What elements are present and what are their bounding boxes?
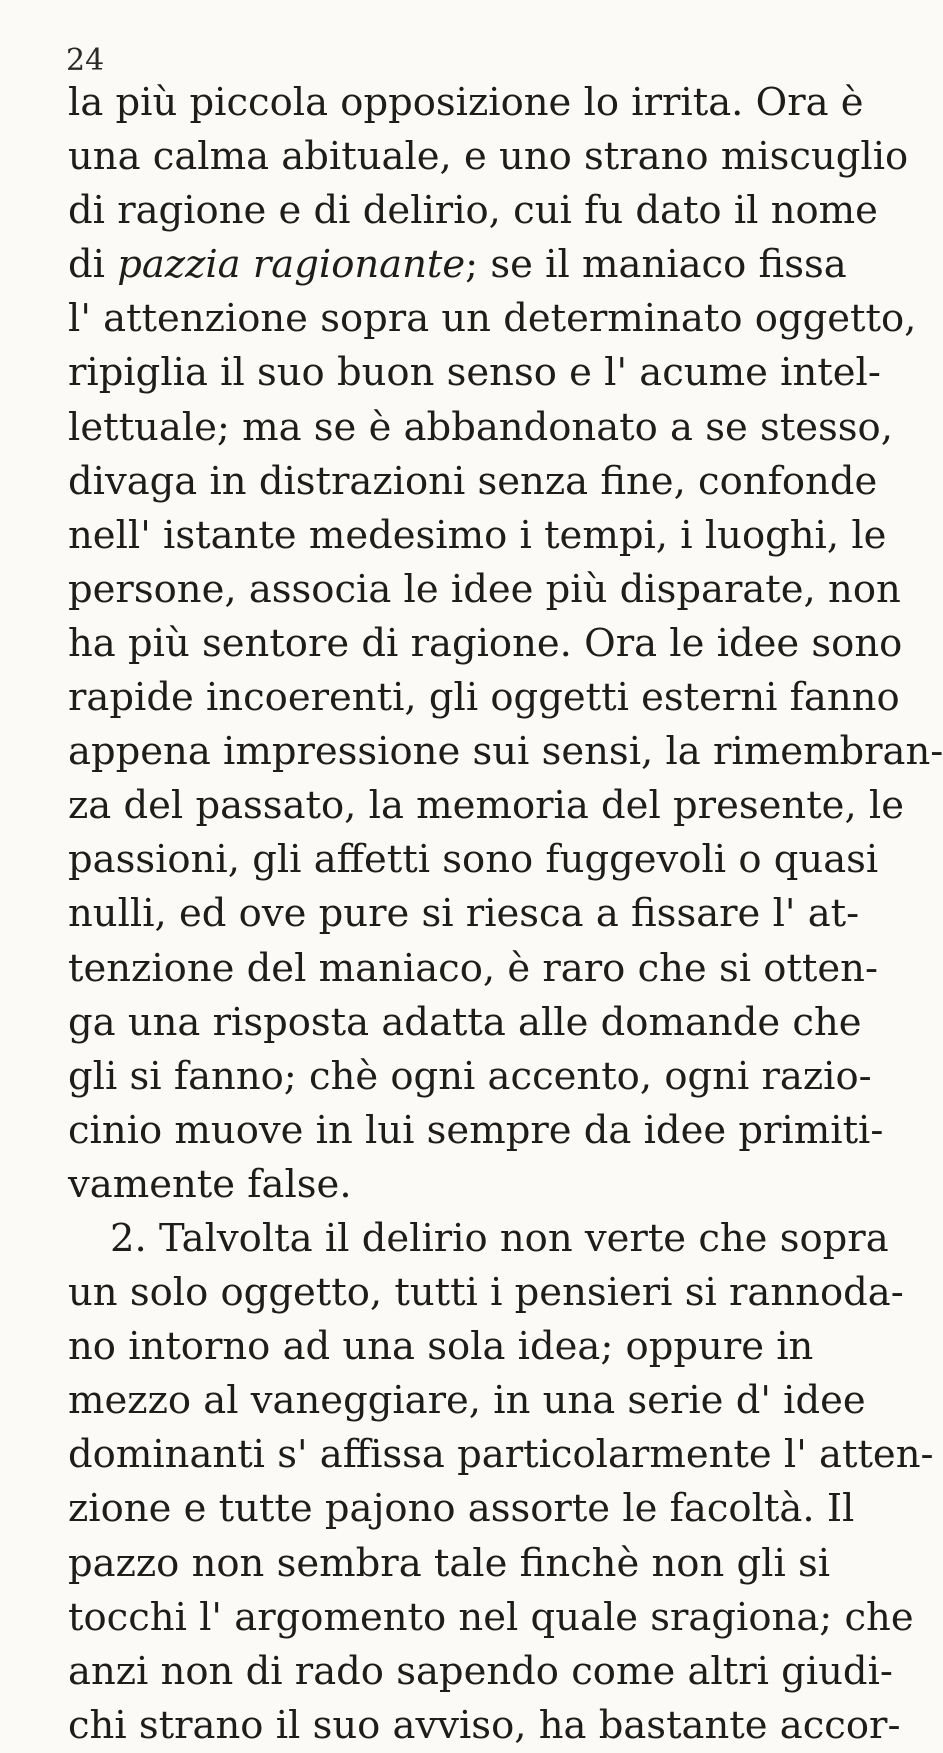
text-line-10: persone, associa le idee più disparate, non — [68, 566, 901, 612]
text-line-24: no intorno ad una sola idea; oppure in — [68, 1324, 814, 1370]
text-line-19: gli si fanno; chè ogni accento, ogni razio- — [68, 1053, 872, 1099]
text-line-5: l' attenzione sopra un determinato oggetto, — [68, 296, 917, 342]
text-line-31: chi strano il suo avviso, ha bastante accor- — [68, 1702, 901, 1748]
text-line-20: cinio muove in lui sempre da idee primiti- — [68, 1107, 884, 1153]
text-line-15: passioni, gli affetti sono fuggevoli o quasi — [68, 837, 879, 883]
text-line-8: divaga in distrazioni senza fine, confonde — [68, 458, 878, 504]
text-line-17: tenzione del maniaco, è raro che si otten- — [68, 945, 878, 991]
text-line-4 — [68, 238, 847, 292]
text-line-14: za del passato, la memoria del presente, le — [68, 783, 905, 829]
text-line-12: rapide incoerenti, gli oggetti esterni fanno — [68, 675, 900, 721]
text-line-6: ripiglia il suo buon senso e l' acume intel- — [68, 350, 881, 396]
text-line-3: di ragione e di delirio, cui fu dato il nome — [68, 188, 878, 234]
page-number: 24 — [66, 43, 105, 78]
text-line-7: lettuale; ma se è abbandonato a se stesso, — [68, 404, 893, 450]
text-line-27: zione e tutte pajono assorte le facoltà. Il — [68, 1486, 855, 1532]
text-line-23: un solo oggetto, tutti i pensieri si rannoda- — [68, 1270, 904, 1316]
text-line-16: nulli, ed ove pure si riesca a fissare l' at- — [68, 891, 860, 937]
text-line-9: nell' istante medesimo i tempi, i luoghi, le — [68, 512, 887, 558]
text-line-1: la più piccola opposizione lo irrita. Ora è — [68, 80, 864, 125]
text-line-11: ha più sentore di ragione. Ora le idee sono — [68, 620, 903, 666]
body-text — [68, 76, 943, 1753]
text-line-4-end: ; se il maniaco fissa — [465, 242, 847, 288]
text-line-21: vamente false. — [68, 1161, 352, 1207]
text-line-18: ga una risposta adatta alle domande che — [68, 999, 862, 1045]
text-line-22: 2. Talvolta il delirio non verte che sopra — [110, 1215, 889, 1261]
text-line-29: tocchi l' argomento nel quale sragiona; che — [68, 1594, 914, 1640]
text-line-2: una calma abituale, e uno strano miscuglio — [68, 134, 909, 180]
italic-term: pazzia ragionante — [117, 242, 466, 288]
text-line-26: dominanti s' affissa particolarmente l' atten- — [68, 1432, 934, 1478]
text-line-25: mezzo al vaneggiare, in una serie d' idee — [68, 1378, 866, 1424]
text-line-28: pazzo non sembra tale finchè non gli si — [68, 1540, 831, 1586]
text-line-4-start: di — [68, 242, 118, 288]
text-line-30: anzi non di rado sapendo come altri giudi- — [68, 1648, 893, 1694]
text-line-13: appena impressione sui sensi, la rimembran- — [68, 729, 943, 775]
